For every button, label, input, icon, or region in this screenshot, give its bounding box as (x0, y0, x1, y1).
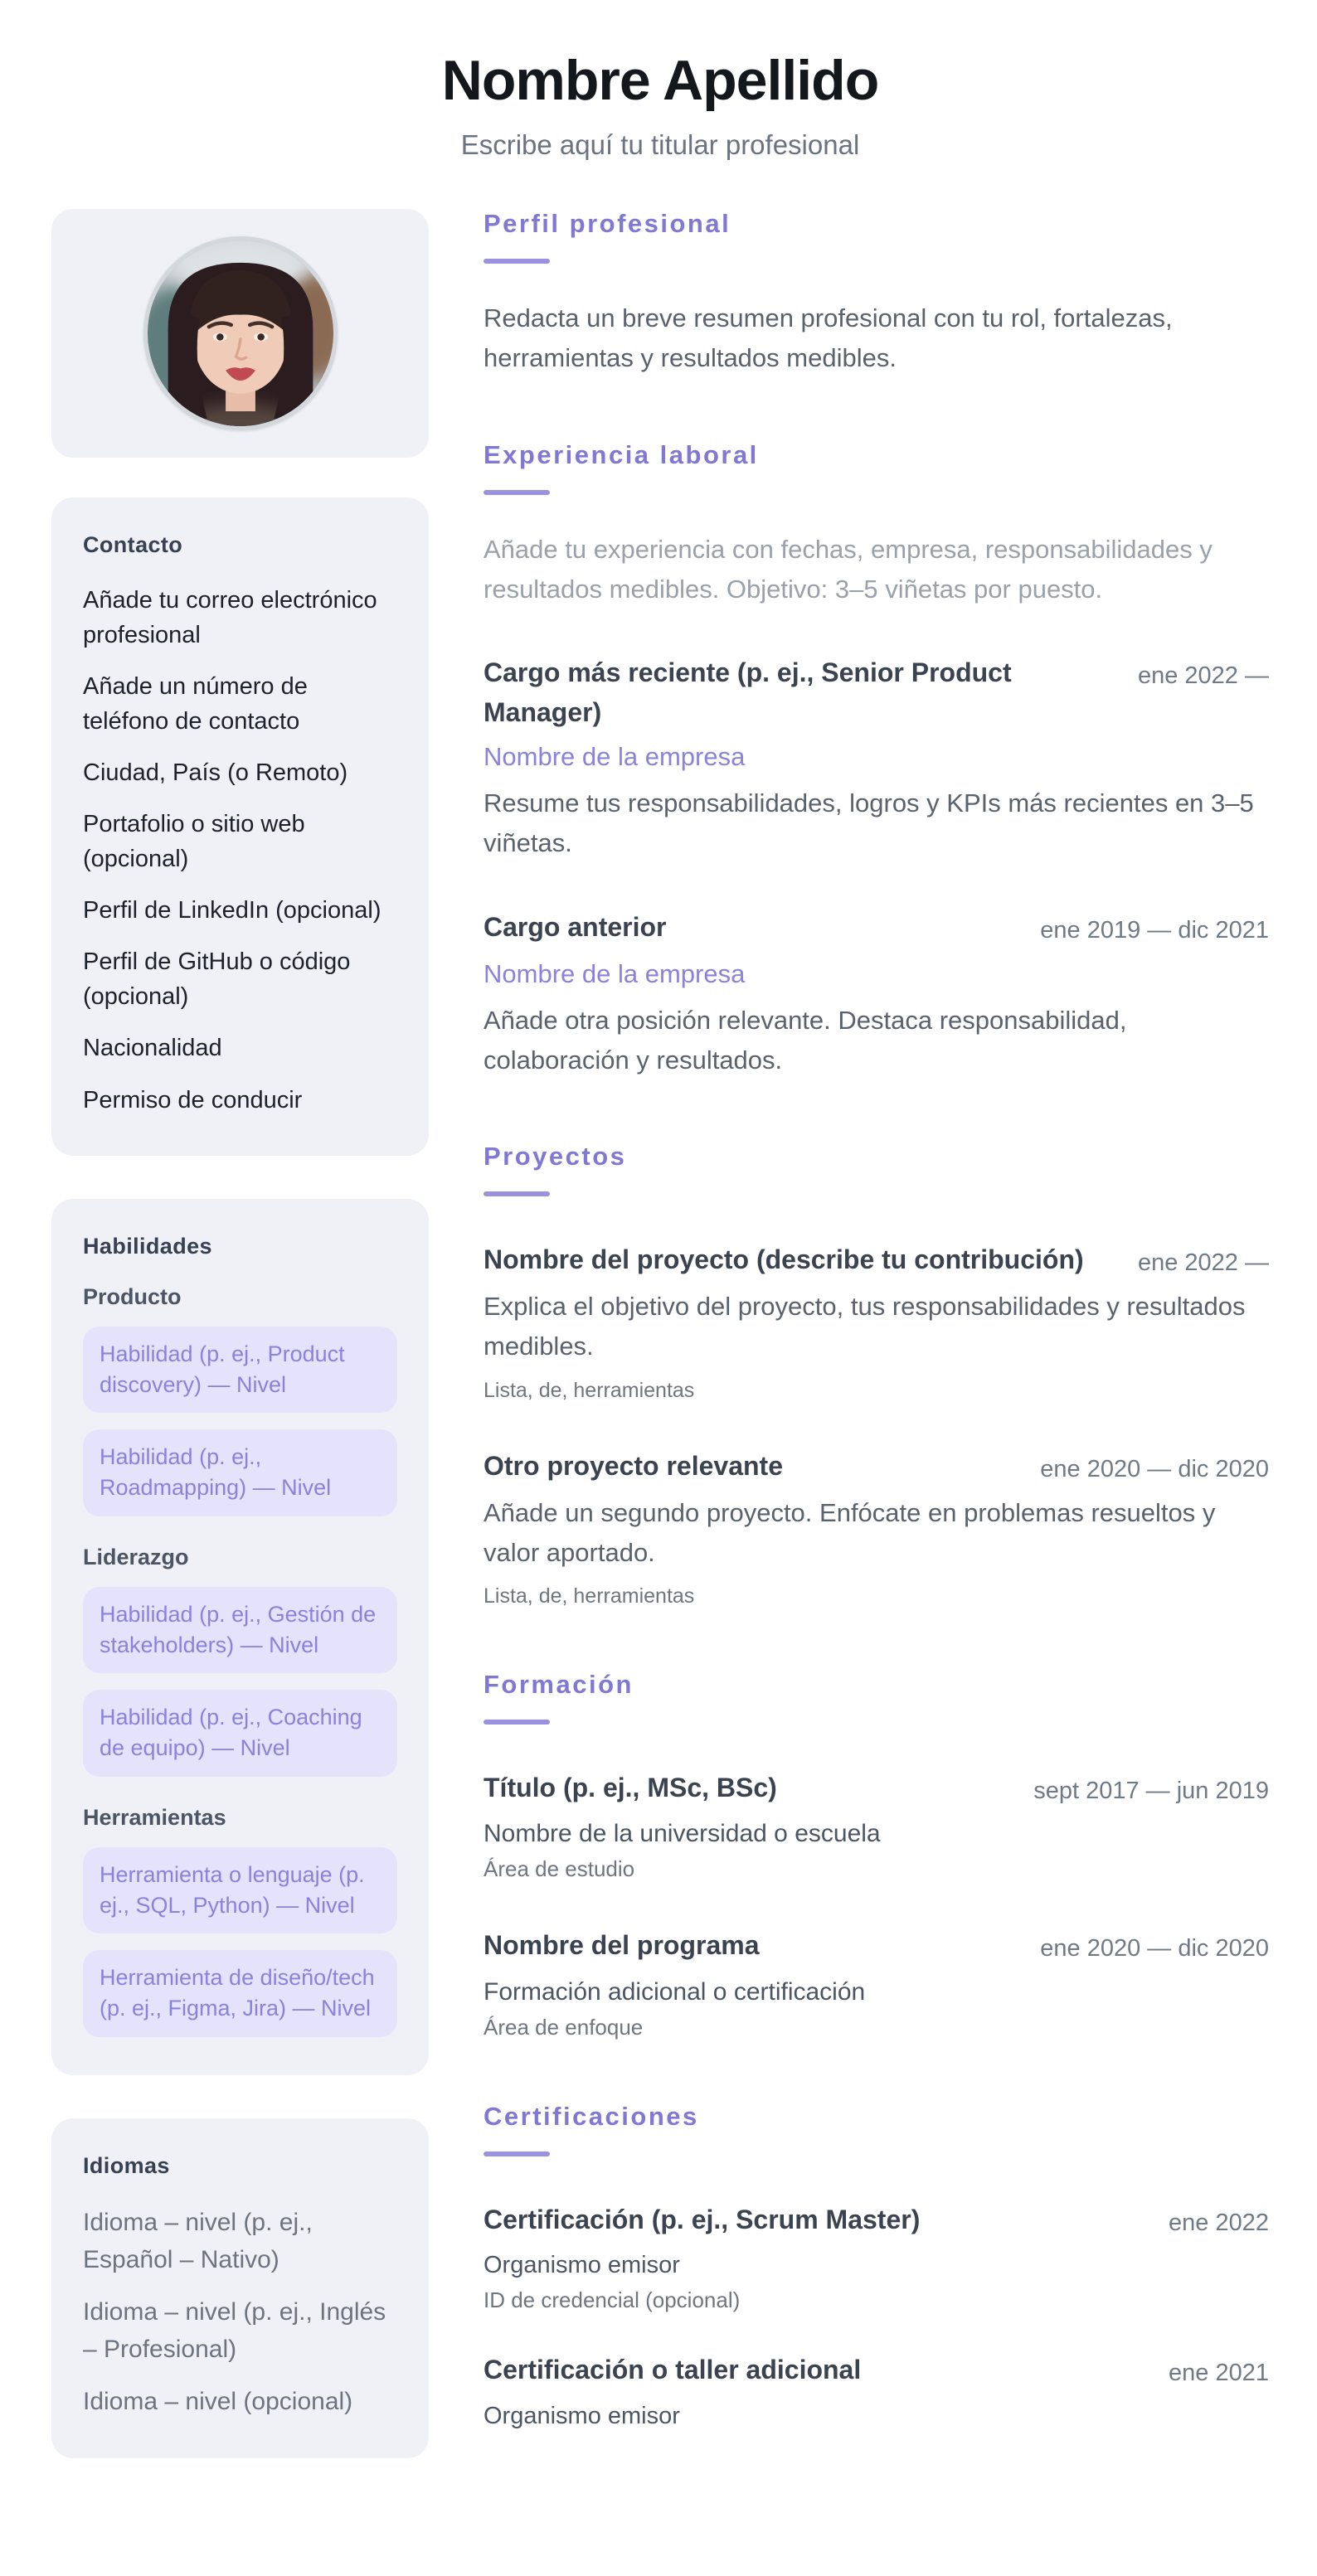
certification-title: Certificación o taller adicional (484, 2355, 862, 2385)
education-header-row (484, 1925, 1269, 1967)
education-entry (484, 1768, 1269, 1882)
main-column (484, 209, 1269, 2430)
certification-date: ene 2021 (1169, 2360, 1269, 2387)
certification-header-row (484, 2350, 1269, 2392)
job-title: Cargo anterior (484, 911, 667, 942)
education-date: ene 2020 — dic 2020 (1040, 1935, 1269, 1962)
projects-section-title: Proyectos (484, 1142, 627, 1172)
section-underline (484, 490, 550, 495)
project-title: Otro proyecto relevante (484, 1450, 783, 1481)
job-entry (484, 652, 1269, 863)
job-title: Cargo más reciente (p. ej., Senior Product Manager) (484, 657, 1012, 728)
languages-title: Idiomas (83, 2152, 170, 2178)
skill-chip: Habilidad (p. ej., Product discovery) — Nivel (83, 1327, 397, 1414)
job-entry (484, 907, 1269, 1080)
skill-group-producto: Producto (83, 1283, 182, 1309)
language-item: Idioma – nivel (opcional) (83, 2387, 353, 2415)
profile-section-title: Perfil profesional (484, 209, 731, 238)
certification-title: Certificación (p. ej., Scrum Master) (484, 2204, 921, 2234)
project-tools: Lista, de, herramientas (484, 1378, 695, 1402)
education-header-row (484, 1768, 1269, 1810)
resume-headline: Escribe aquí tu titular profesional (460, 129, 860, 160)
education-section-title: Formación (484, 1669, 634, 1699)
section-profile (484, 209, 1269, 379)
language-item: Idioma – nivel (p. ej., Español – Nativo) (83, 2208, 313, 2273)
contact-item-portfolio: Portafolio o sitio web (opcional) (83, 811, 305, 873)
contact-item-nationality: Nacionalidad (83, 1035, 222, 1062)
project-entry (484, 1239, 1269, 1402)
profile-summary: Redacta un breve resumen profesional con tu rol, fortalezas, herramientas y resultados medibles. (484, 303, 1173, 373)
section-certifications (484, 2102, 1269, 2430)
job-date: ene 2022 — (1137, 662, 1269, 690)
school-name: Nombre de la universidad o escuela (484, 1820, 881, 1848)
resume-header (51, 35, 1269, 161)
skill-chip: Herramienta de diseño/tech (p. ej., Figma, Jira) — Nivel (83, 1950, 397, 2037)
job-date: ene 2019 — dic 2021 (1040, 916, 1269, 944)
certification-issuer: Organismo emisor (484, 2252, 680, 2279)
contact-item-github: Perfil de GitHub o código (opcional) (83, 948, 351, 1011)
project-summary: Añade un segundo proyecto. Enfócate en problemas resueltos y valor aportado. (484, 1497, 1216, 1567)
certification-issuer: Organismo emisor (484, 2402, 680, 2429)
language-item: Idioma – nivel (p. ej., Inglés – Profesional) (83, 2297, 386, 2363)
skill-chip: Habilidad (p. ej., Roadmapping) — Nivel (83, 1429, 397, 1516)
section-underline (484, 2152, 550, 2156)
job-summary: Añade otra posición relevante. Destaca responsabilidad, colaboración y resultados. (484, 1005, 1127, 1075)
experience-helper: Añade tu experiencia con fechas, empresa, responsabilidades y resultados medibles. Objetivo: 3–5 viñetas por puesto. (484, 534, 1213, 604)
project-date: ene 2022 — (1137, 1249, 1269, 1277)
portrait-illustration (148, 240, 333, 426)
project-date: ene 2020 — dic 2020 (1040, 1455, 1269, 1482)
contact-item-driving-license: Permiso de conducir (83, 1086, 303, 1113)
section-education (484, 1670, 1269, 2040)
job-header-row (484, 907, 1269, 949)
contact-item-phone: Añade un número de teléfono de contacto (83, 673, 308, 735)
project-header-row (484, 1446, 1269, 1488)
section-projects (484, 1142, 1269, 1608)
contact-item-email: Añade tu correo electrónico profesional (83, 587, 377, 649)
study-area: Área de estudio (484, 1856, 635, 1882)
skill-chip: Habilidad (p. ej., Coaching de equipo) — Nivel (83, 1690, 397, 1777)
contact-title: Contacto (83, 532, 183, 557)
project-header-row (484, 1239, 1269, 1282)
skill-chip: Habilidad (p. ej., Gestión de stakeholders) — Nivel (83, 1587, 397, 1674)
education-entry (484, 1925, 1269, 2040)
job-company: Nombre de la empresa (484, 742, 746, 772)
sidebar (51, 209, 429, 2501)
contact-item-linkedin: Perfil de LinkedIn (opcional) (83, 897, 381, 924)
skill-group-liderazgo: Liderazgo (83, 1544, 189, 1569)
languages-card (51, 2118, 429, 2458)
certification-entry (484, 2200, 1269, 2313)
certifications-section-title: Certificaciones (484, 2101, 699, 2131)
skills-title: Habilidades (83, 1233, 212, 1259)
resume-columns (51, 209, 1269, 2501)
certification-date: ene 2022 (1169, 2209, 1269, 2236)
degree-title: Título (p. ej., MSc, BSc) (484, 1772, 777, 1802)
section-underline (484, 1720, 550, 1725)
education-date: sept 2017 — jun 2019 (1033, 1777, 1269, 1804)
skill-chip: Herramienta o lenguaje (p. ej., SQL, Python) — Nivel (83, 1847, 397, 1934)
section-underline (484, 259, 550, 264)
project-entry (484, 1446, 1269, 1608)
resume-name: Nombre Apellido (441, 49, 879, 112)
certification-entry (484, 2350, 1269, 2429)
section-underline (484, 1191, 550, 1196)
job-company: Nombre de la empresa (484, 958, 746, 988)
photo-card (51, 209, 429, 458)
project-tools: Lista, de, herramientas (484, 1584, 695, 1608)
study-area: Área de enfoque (484, 2014, 644, 2040)
experience-section-title: Experiencia laboral (484, 439, 759, 469)
school-name: Formación adicional o certificación (484, 1977, 866, 2006)
contact-card (51, 497, 429, 1156)
job-header-row (484, 652, 1269, 732)
certification-header-row (484, 2200, 1269, 2242)
skill-group-herramientas: Herramientas (83, 1804, 226, 1830)
degree-title: Nombre del programa (484, 1930, 760, 1961)
contact-item-location: Ciudad, País (o Remoto) (83, 759, 348, 787)
job-summary: Resume tus responsabilidades, logros y KPIs más recientes en 3–5 viñetas. (484, 788, 1254, 858)
project-summary: Explica el objetivo del proyecto, tus responsabilidades y resultados medibles. (484, 1292, 1246, 1361)
avatar-photo (143, 236, 338, 430)
skills-card (51, 1199, 429, 2075)
section-experience (484, 440, 1269, 1080)
project-title: Nombre del proyecto (describe tu contribución) (484, 1244, 1084, 1275)
credential-id: ID de credencial (opcional) (484, 2287, 741, 2313)
